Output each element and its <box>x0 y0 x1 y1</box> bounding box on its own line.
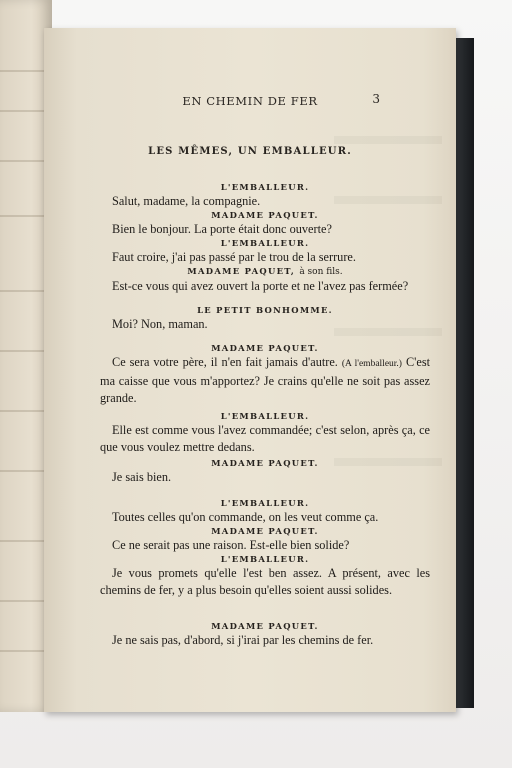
speech-line: Toutes celles qu'on commande, on les veut comme ça. <box>112 510 379 524</box>
show-through-line <box>0 110 48 112</box>
show-through-line <box>0 470 48 472</box>
speaker-name: MADAME PAQUET. <box>211 621 319 631</box>
speech-line: Salut, madame, la compagnie. <box>112 194 261 208</box>
speech-line: Ce ne serait pas une raison. Est-elle bien solide? <box>112 538 350 552</box>
speaker-name: MADAME PAQUET. <box>211 526 319 536</box>
show-through-line <box>0 160 48 162</box>
speaker-name: L'EMBALLEUR. <box>220 411 310 421</box>
speaker-name: MADAME PAQUET. <box>211 458 319 468</box>
speech-line: Je vous promets qu'elle l'est ben assez. A présent, avec les chemins de fer, y a plus besoin qu'elles soient aussi solides. <box>100 566 430 597</box>
speaker-name: L'EMBALLEUR. <box>220 182 310 192</box>
dialogue-body <box>100 168 430 649</box>
speaker-name: L'EMBALLEUR. <box>220 498 310 508</box>
speaker-name: MADAME PAQUET. <box>211 210 319 220</box>
speech-line: Ce sera votre père, il n'en fait jamais d'autre. <box>112 355 338 369</box>
show-through-shade <box>334 136 442 144</box>
stage-direction: (A l'emballeur.) <box>341 359 402 369</box>
show-through-line <box>0 650 48 652</box>
page-number: 3 <box>372 92 380 106</box>
speaker-name: LE PETIT BONHOMME. <box>197 305 333 315</box>
speech-line: Elle est comme vous l'avez commandée; c'est selon, après ça, ce que vous voulez mettre dedans. <box>100 423 430 454</box>
show-through-line <box>0 215 48 217</box>
speaker-name: L'EMBALLEUR. <box>220 238 310 248</box>
speaker-name: L'EMBALLEUR. <box>220 554 310 564</box>
speech-line: Faut croire, j'ai pas passé par le trou de la serrure. <box>112 250 356 264</box>
show-through-line <box>0 290 48 292</box>
show-through-line <box>0 410 48 412</box>
speech-line: Je ne sais pas, d'abord, si j'irai par les chemins de fer. <box>112 633 374 647</box>
speaker-with-stage-direction <box>100 266 430 278</box>
speech-line: Bien le bonjour. La porte était donc ouverte? <box>112 222 332 236</box>
speech-line: Je sais bien. <box>112 470 172 484</box>
show-through-line <box>0 540 48 542</box>
speech-line: Moi? Non, maman. <box>112 317 208 331</box>
scene-heading: LES MÊMES, UN EMBALLEUR. <box>148 146 352 157</box>
show-through-line <box>0 600 48 602</box>
running-head-title: EN CHEMIN DE FER <box>182 94 318 108</box>
book-page <box>44 28 456 712</box>
speech-line: Est-ce vous qui avez ouvert la porte et ne l'avez pas fermée? <box>112 279 409 293</box>
speech-paragraph <box>100 354 430 407</box>
stage-direction: à son fils. <box>299 267 343 277</box>
show-through-line <box>0 70 48 72</box>
speaker-name: MADAME PAQUET. <box>211 343 319 353</box>
show-through-line <box>0 350 48 352</box>
speaker-name: MADAME PAQUET, <box>187 266 296 276</box>
running-head <box>44 94 456 108</box>
speech-line: C'est ma caisse que vous m'apportez? Je crains qu'elle ne soit pas assez grande. <box>100 355 431 405</box>
